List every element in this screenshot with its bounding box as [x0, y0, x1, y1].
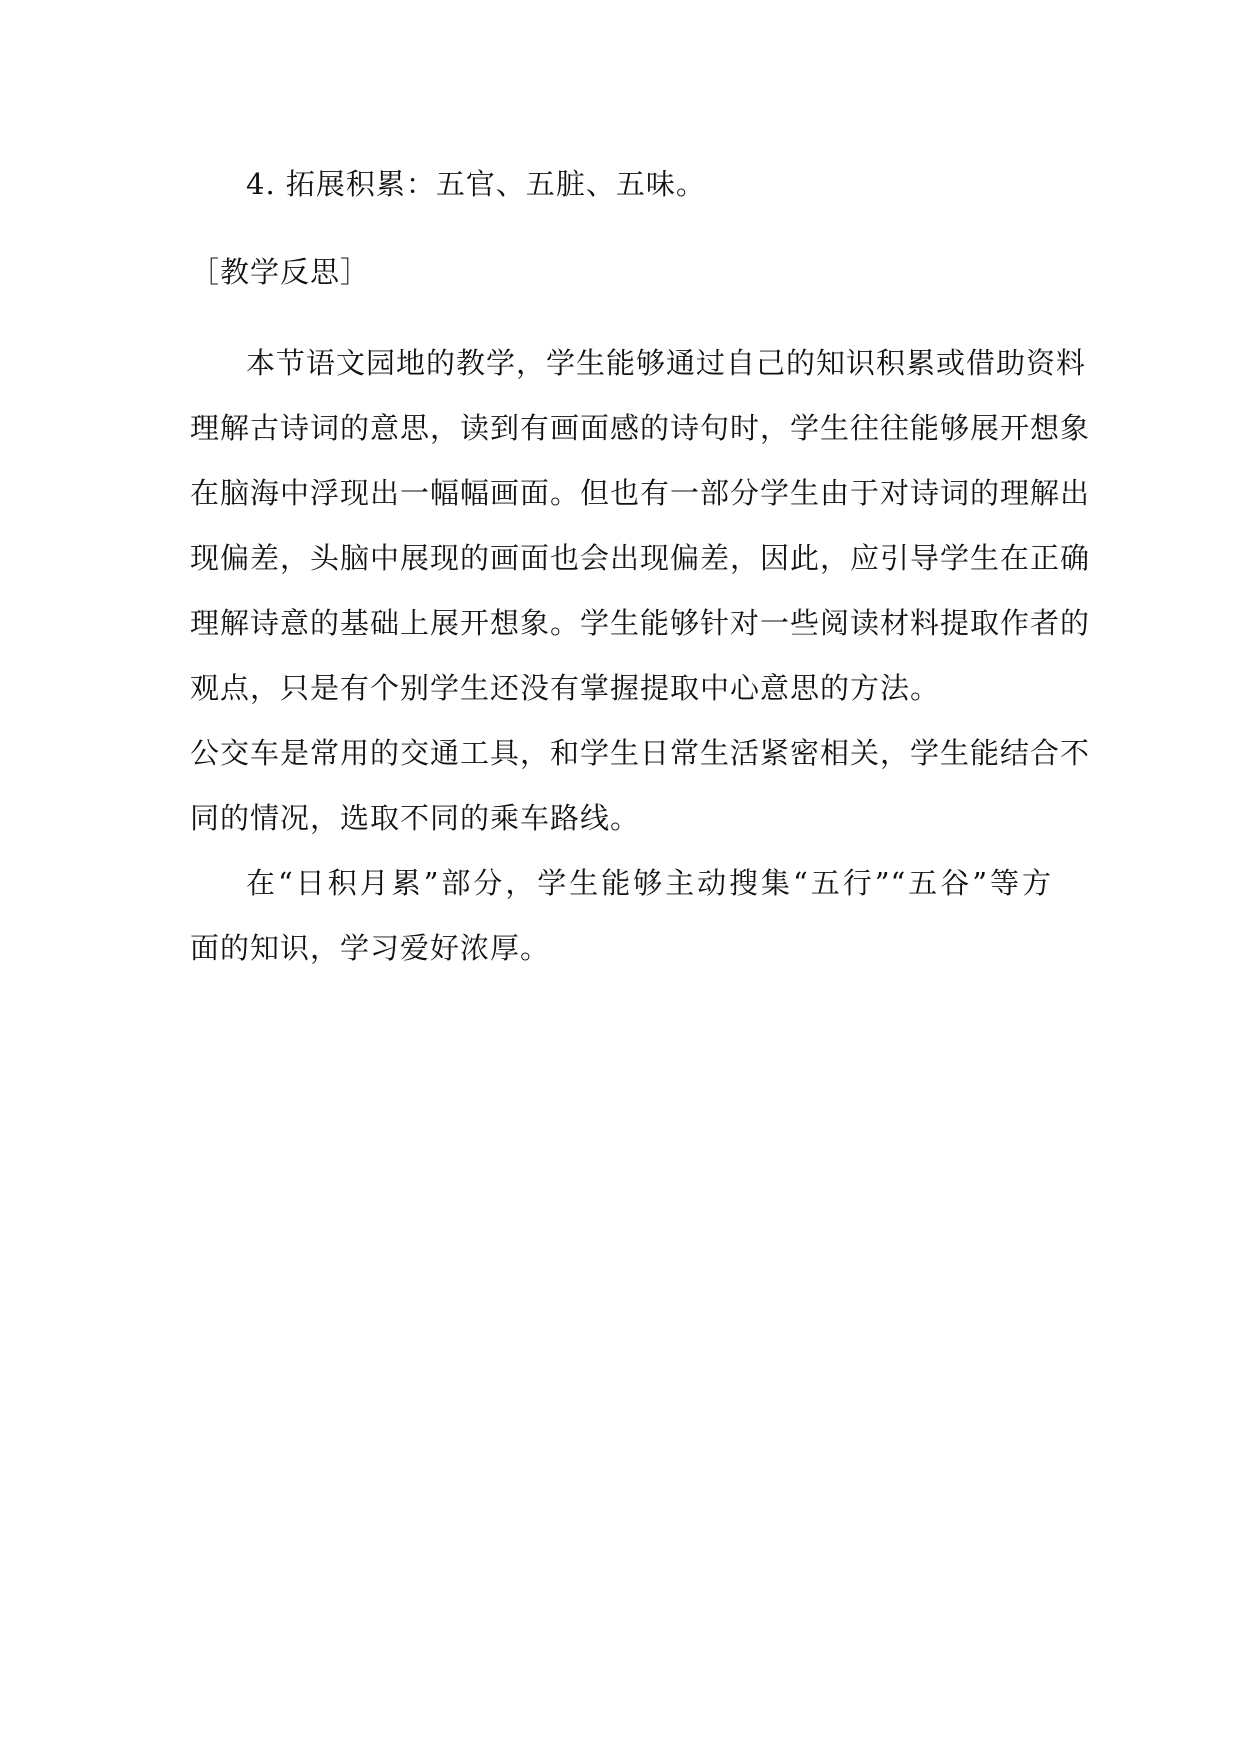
section-heading: ［教学反思］ [190, 255, 371, 289]
paragraph-line: 理解诗意的基础上展开想象。学生能够针对一些阅读材料提取作者的 [190, 606, 1091, 640]
paragraph-line: 现偏差，头脑中展现的画面也会出现偏差，因此，应引导学生在正确 [190, 541, 1091, 575]
paragraph-line: 同的情况，选取不同的乘车路线。 [190, 801, 641, 835]
paragraph-line: 在脑海中浮现出一幅幅画面。但也有一部分学生由于对诗词的理解出 [190, 476, 1091, 510]
paragraph-line: 理解古诗词的意思，读到有画面感的诗句时，学生往往能够展开想象 [190, 411, 1091, 445]
paragraph-line: 面的知识，学习爱好浓厚。 [190, 931, 551, 965]
list-item-4: 4. 拓展积累：五官、五脏、五味。 [246, 167, 706, 201]
paragraph-line: 在“日积月累”部分，学生能够主动搜集“五行”“五谷”等方 [246, 866, 1052, 900]
paragraph-line: 观点，只是有个别学生还没有掌握提取中心意思的方法。 [190, 671, 941, 705]
paragraph-line: 公交车是常用的交通工具，和学生日常生活紧密相关，学生能结合不 [190, 736, 1091, 770]
paragraph-line: 本节语文园地的教学，学生能够通过自己的知识积累或借助资料 [246, 346, 1087, 380]
